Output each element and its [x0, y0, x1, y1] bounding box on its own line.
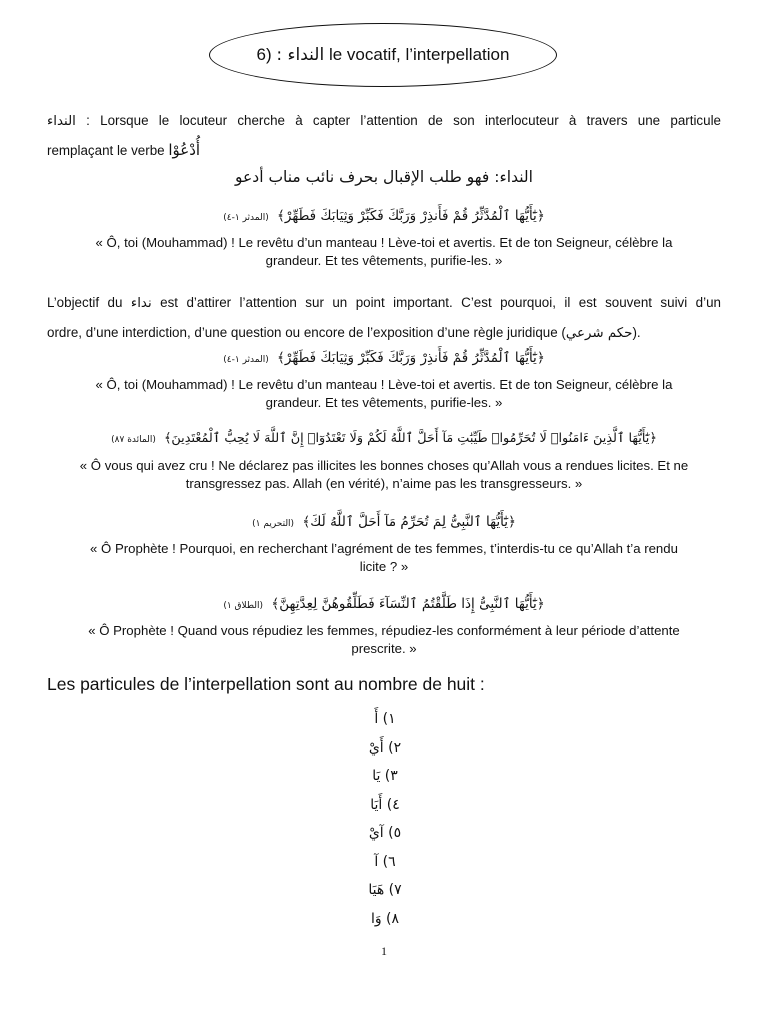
verse-3-translation-line-2: transgressez pas. Allah (en vérité), n’aime pas les transgresseurs. »	[185, 476, 583, 491]
particle-item: ١) أَ	[374, 711, 396, 727]
particle-item: ٢) أَيْ	[368, 739, 402, 756]
verse-3	[47, 430, 721, 446]
verse-1-translation	[47, 234, 721, 270]
intro-verb-arabic: أُدْعُوْا	[168, 141, 201, 159]
verse-3-translation-line-1: « Ô vous qui avez cru ! Ne déclarez pas illicites les bonnes choses qu’Allah vous a rendues licites. Et ne	[79, 458, 689, 473]
verse-5-arabic: ﴿يَٰٓأَيُّهَا ٱلنَّبِىُّ إِذَا طَلَّقْتُمُ ٱلنِّسَآءَ فَطَلِّقُوهُنَّ لِعِدَّتِهِنَّ﴾	[271, 596, 545, 612]
verse-1-arabic: ﴿يَٰٓأَيُّهَا ٱلْمُدَّثِّرُ قُمْ فَأَنذِرْ وَرَبَّكَ فَكَبِّرْ وَثِيَابَكَ فَطَهِّرْ﴾	[277, 208, 545, 224]
objective-line-1	[47, 288, 721, 318]
verse-1-translation-line-2: grandeur. Et tes vêtements, purifie-les. »	[265, 253, 503, 268]
verse-4-ref: (التحريم ١)	[252, 519, 295, 529]
verse-4-translation-line-1: « Ô Prophète ! Pourquoi, en recherchant l’agrément de tes femmes, t’interdis-tu ce qu’Allah t’a rendu	[90, 541, 678, 556]
intro-arabic-term: النداء	[47, 114, 76, 129]
page-number: 1	[381, 944, 387, 958]
intro-text-1: : Lorsque le locuteur cherche à capter l’attention de son interlocuteur à travers une particule	[86, 113, 721, 128]
verse-4-arabic: ﴿يَٰٓأَيُّهَا ٱلنَّبِىُّ لِمَ تُحَرِّمُ مَآ أَحَلَّ ٱللَّهُ لَكَ﴾	[302, 514, 516, 530]
verse-5-ref: (الطلاق ١)	[223, 601, 264, 611]
intro-line-1	[47, 106, 721, 136]
objective-paragraph	[47, 288, 721, 348]
verse-1-ref: (المدثر ١-٤)	[223, 213, 269, 223]
particle-item: ٧) هَيَا	[368, 882, 402, 898]
verse-3-arabic: ﴿يَٰٓأَيُّهَا ٱلَّذِينَ ءَامَنُوا۟ لَا تُحَرِّمُوا۟ طَيِّبَٰتِ مَآ أَحَلَّ ٱللَّهُ لَكُمْ وَلَا تَعْتَدُوٓا۟ إِنَّ ٱللَّهَ لَا يُحِبُّ ٱلْمُعْتَدِينَ﴾	[163, 431, 657, 446]
verse-5-translation	[47, 622, 721, 658]
verse-5	[47, 596, 721, 612]
particle-item: ٨) وَا	[370, 910, 400, 927]
verse-5-translation-line-1: « Ô Prophète ! Quand vous répudiez les femmes, répudiez-les conformément à leur période d’attente	[88, 623, 680, 638]
objective-arabic-2: حكم شرعي	[565, 326, 633, 341]
particle-item: ٤) أَيَا	[370, 796, 400, 813]
objective-text-2b: ).	[632, 325, 641, 340]
particles-list	[330, 705, 440, 933]
verse-2-arabic: ﴿يَٰٓأَيُّهَا ٱلْمُدَّثِّرُ قُمْ فَأَنذِرْ وَرَبَّكَ فَكَبِّرْ وَثِيَابَكَ فَطَهِّرْ﴾	[277, 350, 545, 366]
page-title	[257, 45, 510, 65]
title-arabic: النداء :	[276, 45, 325, 65]
objective-arabic-1: نداء	[130, 296, 152, 311]
arabic-definition: النداء: فهو طلب الإقبال بحرف نائب مناب أدعو	[235, 168, 533, 186]
verse-1-translation-line-1: « Ô, toi (Mouhammad) ! Le revêtu d’un manteau ! Lève-toi et avertis. Et de ton Seigneur, célèbre la	[95, 235, 673, 250]
intro-paragraph	[47, 106, 721, 165]
verse-2	[47, 350, 721, 366]
verse-1	[47, 208, 721, 224]
title-oval	[209, 23, 557, 87]
particle-item: ٣) يَا	[372, 768, 398, 784]
verse-4-translation-line-2: licite ? »	[359, 559, 409, 574]
verse-3-ref: (المائدة ٨٧)	[111, 435, 156, 445]
objective-text-2a: ordre, d’une interdiction, d’une question ou encore de l’exposition d’une règle juridique (	[47, 325, 566, 340]
verse-2-translation-line-1: « Ô, toi (Mouhammad) ! Le revêtu d’un manteau ! Lève-toi et avertis. Et de ton Seigneur, célèbre la	[95, 377, 673, 392]
verse-2-ref: (المدثر ١-٤)	[223, 355, 269, 365]
objective-text-1a: L’objectif du	[47, 295, 123, 310]
verse-2-translation-line-2: grandeur. Et tes vêtements, purifie-les. »	[265, 395, 503, 410]
verse-5-translation-line-2: prescrite. »	[351, 641, 417, 656]
title-number: 6)	[256, 45, 272, 64]
verse-2-translation	[47, 376, 721, 412]
particles-heading: Les particules de l’interpellation sont au nombre de huit :	[47, 674, 485, 694]
verse-3-translation	[47, 457, 721, 493]
verse-4-translation	[47, 540, 721, 576]
particle-item: ٦) آ	[374, 853, 396, 870]
objective-text-1b: est d’attirer l’attention sur un point important. C’est pourquoi, il est souvent suivi d’un	[160, 295, 721, 310]
verse-4	[47, 514, 721, 530]
objective-line-2	[47, 318, 721, 348]
particle-item: ٥) آيْ	[368, 825, 402, 841]
intro-line-2	[47, 136, 721, 165]
intro-text-2: remplaçant le verbe	[47, 143, 165, 158]
title-text: le vocatif, l’interpellation	[328, 45, 510, 64]
